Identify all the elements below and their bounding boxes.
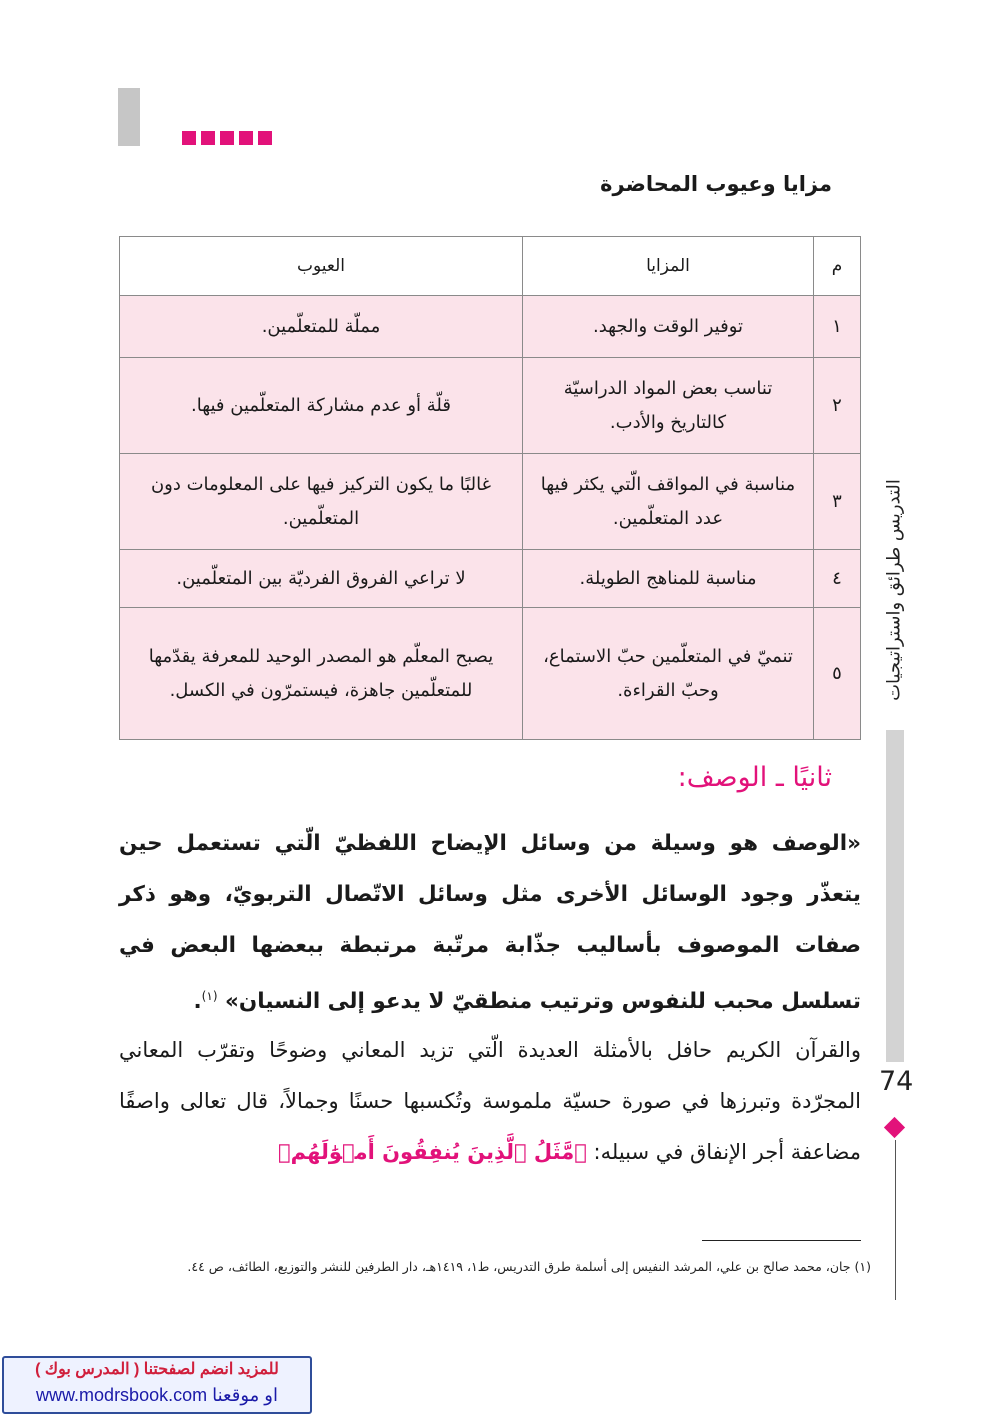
disadvantage-cell: قلّة أو عدم مشاركة المتعلّمين فيها. (120, 358, 523, 454)
header-advantages: المزايا (523, 237, 814, 296)
table-row (120, 296, 861, 358)
side-gray-strip (886, 730, 904, 1062)
advantage-cell: مناسبة للمناهج الطويلة. (523, 550, 814, 608)
diamond-marker (884, 1117, 905, 1138)
table-row (120, 454, 861, 550)
page-number: 74 (879, 1066, 914, 1097)
row-number: ٢ (814, 358, 861, 454)
footnote: (١) جان، محمد صالح بن علي، المرشد النفيس إلى أسلمة طرق التدريس، ط١، ١٤١٩هـ، دار الطرفين للنشر والتوزيع، الطائف، ص ٤٤. (187, 1259, 871, 1274)
disadvantage-cell: غالبًا ما يكون التركيز فيها على المعلومات دون المتعلّمين. (120, 454, 523, 550)
table-row (120, 608, 861, 740)
definition-text: «الوصف هو وسيلة من وسائل الإيضاح اللفظيّ الّتي تستعمل حين يتعذّر وجود الوسائل الأخرى مثل وسائل الاتّصال التربويّ، وهو ذكر صفات الموصوف بأساليب جذّابة مرتّبة مرتبطة ببعضها البعض في تسلسل محبب للنفوس وترتيب منطقيّ لا يدعو إلى النسيان» (119, 831, 861, 1015)
pros-cons-table (119, 236, 861, 740)
watermark-line-2: او موقعنا www.modrsbook.com (36, 1385, 278, 1405)
book-title-vertical: التدريس طرائق واستراتيجيات (883, 479, 905, 701)
watermark-banner (2, 1356, 312, 1414)
advantage-cell: تناسب بعض المواد الدراسيّة كالتاريخ والأدب. (523, 358, 814, 454)
pink-square (201, 131, 215, 145)
watermark-line-1: للمزيد انضم لصفحتنا ( المدرس بوك ) (35, 1361, 279, 1378)
body-text: والقرآن الكريم حافل بالأمثلة العديدة الّتي تزيد المعاني وضوحًا وتقرّب المعاني المجرّدة وتبرزها في صورة حسيّة ملموسة وتُكسبها حسنًا وجمالاً، قال تعالى واصفًا مضاعفة أجر الإنفاق في سبيله: (119, 1038, 861, 1164)
row-number: ١ (814, 296, 861, 358)
disadvantage-cell: مملّة للمتعلّمين. (120, 296, 523, 358)
table-header-row (120, 237, 861, 296)
disadvantage-cell: لا تراعي الفروق الفرديّة بين المتعلّمين. (120, 550, 523, 608)
period: . (193, 989, 202, 1015)
definition-paragraph (119, 818, 861, 1027)
advantage-cell: مناسبة في المواقف الّتي يكثر فيها عدد المتعلّمين. (523, 454, 814, 550)
header-disadvantages: العيوب (120, 237, 523, 296)
disadvantage-cell: يصبح المعلّم هو المصدر الوحيد للمعرفة يقدّمها للمتعلّمين جاهزة، فيستمرّون في الكسل. (120, 608, 523, 740)
table-row (120, 550, 861, 608)
side-divider-line (895, 1140, 896, 1300)
quran-verse: ﴿مَّثَلُ ٱلَّذِينَ يُنفِقُونَ أَمۡوَٰلَهُمۡ (278, 1140, 587, 1164)
decorative-gray-bar (118, 88, 140, 146)
body-paragraph (119, 1025, 861, 1178)
decorative-pink-squares (182, 131, 272, 145)
table-row (120, 358, 861, 454)
header-number: م (814, 237, 861, 296)
section-title: مزايا وعيوب المحاضرة (600, 172, 832, 196)
pink-square (220, 131, 234, 145)
advantage-cell: توفير الوقت والجهد. (523, 296, 814, 358)
pink-square (239, 131, 253, 145)
subsection-heading: ثانيًا ـ الوصف: (677, 762, 832, 793)
pink-square (182, 131, 196, 145)
row-number: ٥ (814, 608, 861, 740)
row-number: ٣ (814, 454, 861, 550)
pink-square (258, 131, 272, 145)
row-number: ٤ (814, 550, 861, 608)
advantage-cell: تنميّ في المتعلّمين حبّ الاستماع، وحبّ القراءة. (523, 608, 814, 740)
footnote-separator (702, 1240, 861, 1241)
footnote-reference: (١) (201, 989, 218, 1003)
